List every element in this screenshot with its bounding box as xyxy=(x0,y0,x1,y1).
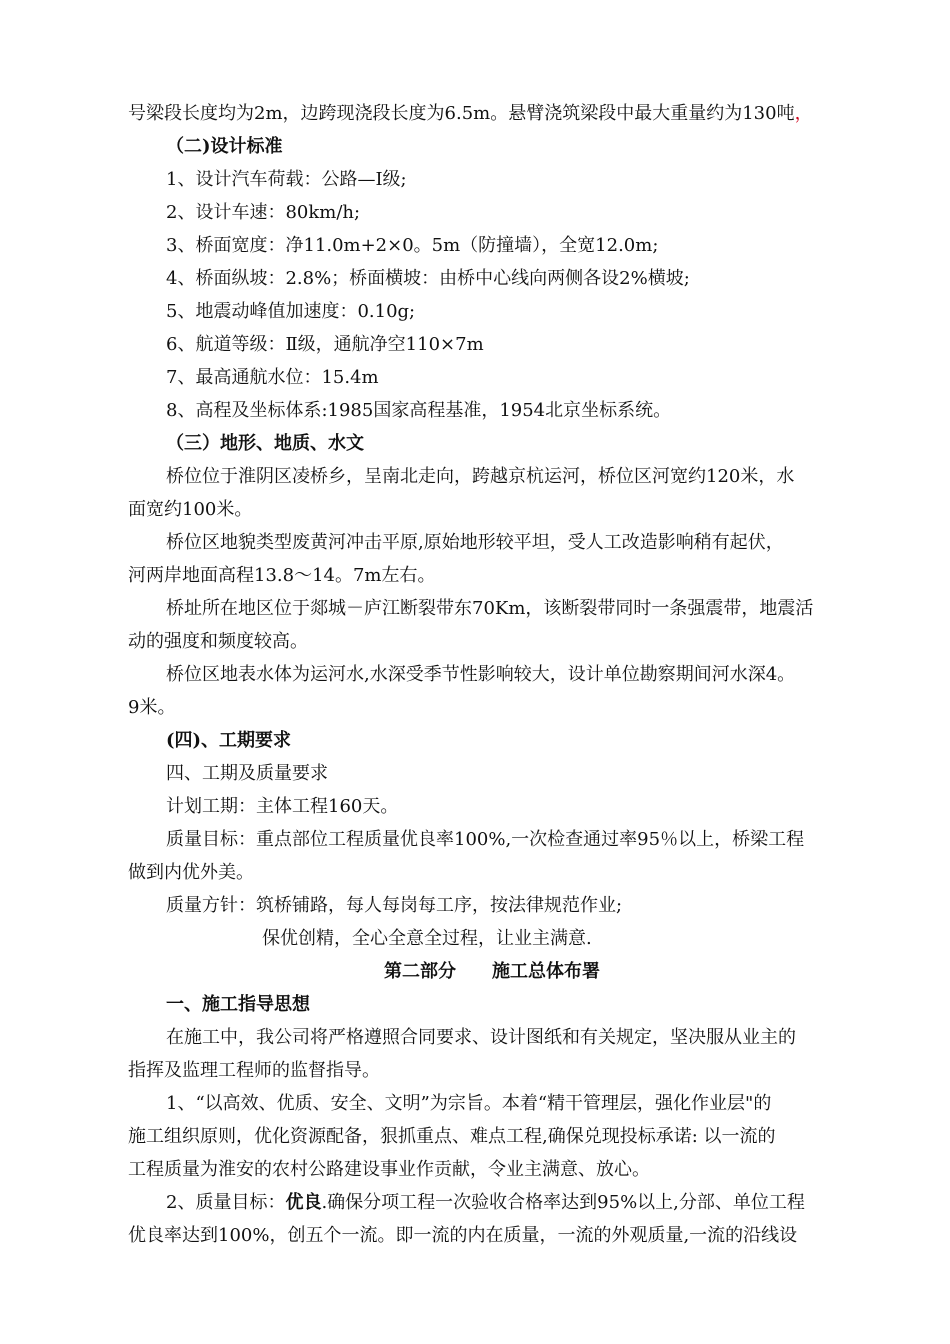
paragraph-line: 工程质量为淮安的农村公路建设事业作贡献，令业主满意、放心。 xyxy=(128,1159,650,1180)
list-item: 2、设计车速：80km/h; xyxy=(166,202,361,223)
paragraph-line: 桥位区地貌类型废黄河冲击平原,原始地形较平坦，受人工改造影响稍有起伏， xyxy=(166,532,784,553)
paragraph-line: 四、工期及质量要求 xyxy=(166,763,328,784)
section-heading: （二)设计标准 xyxy=(166,136,283,157)
paragraph-line: 河两岸地面高程13.8～14。7m左右。 xyxy=(128,565,436,586)
red-comma-mark: ， xyxy=(794,103,813,124)
paragraph-line: 施工组织原则，优化资源配备，狠抓重点、难点工程,确保兑现投标承诺: 以一流的 xyxy=(128,1126,776,1147)
paragraph-line: 保优创精，全心全意全过程，让业主满意. xyxy=(262,928,592,949)
paragraph-line: 桥位区地表水体为运河水,水深受季节性影响较大，设计单位勘察期间河水深4。 xyxy=(166,664,796,685)
list-item: 4、桥面纵坡：2.8%；桥面横坡：由桥中心线向两侧各设2%横坡; xyxy=(166,268,690,289)
paragraph-line: 质量目标：重点部位工程质量优良率100%,一次检查通过率95％以上，桥梁工程 xyxy=(166,829,805,850)
paragraph-line: 号梁段长度均为2m，边跨现浇段长度为6.5m。悬臂浇筑梁段中最大重量约为130吨， xyxy=(128,103,813,124)
list-item: 8、高程及坐标体系:1985国家高程基准，1954北京坐标系统。 xyxy=(166,400,672,421)
paragraph-line: 在施工中，我公司将严格遵照合同要求、设计图纸和有关规定，坚决服从业主的 xyxy=(166,1027,796,1048)
paragraph-line: 做到内优外美。 xyxy=(128,862,254,883)
paragraph-line: 质量方针：筑桥铺路，每人每岗每工序，按法律规范作业; xyxy=(166,895,623,916)
paragraph-line: 面宽约100米。 xyxy=(128,499,253,520)
paragraph-line: 桥位位于淮阴区凌桥乡，呈南北走向，跨越京杭运河，桥位区河宽约120米，水 xyxy=(166,466,795,487)
section-heading: (四)、工期要求 xyxy=(166,730,292,751)
paragraph-line: 优良率达到100%，创五个一流。即一流的内在质量，一流的外观质量,一流的沿线设 xyxy=(128,1225,798,1246)
part-title: 第二部分 施工总体布署 xyxy=(384,961,600,982)
paragraph-line: 9米。 xyxy=(128,697,176,718)
bold-keyword: 优良 xyxy=(285,1192,322,1213)
paragraph-line: 指挥及监理工程师的监督指导。 xyxy=(128,1060,380,1081)
list-item: 1、设计汽车荷载：公路—I级; xyxy=(166,169,407,190)
section-heading: 一、施工指导思想 xyxy=(166,994,310,1015)
paragraph-line: 1、“以高效、优质、安全、文明”为宗旨。本着“精干管理层，强化作业层"的 xyxy=(166,1093,772,1114)
list-item: 7、最高通航水位：15.4m xyxy=(166,367,379,388)
list-item: 6、航道等级：Ⅱ级，通航净空110×7m xyxy=(166,334,484,355)
paragraph-line: 计划工期：主体工程160天。 xyxy=(166,796,399,817)
paragraph-line: 2、质量目标：优良.确保分项工程一次验收合格率达到95%以上,分部、单位工程 xyxy=(166,1192,805,1213)
paragraph-line: 动的强度和频度较高。 xyxy=(128,631,308,652)
list-item: 3、桥面宽度：净11.0m+2×0。5m（防撞墙），全宽12.0m; xyxy=(166,235,659,256)
list-item: 5、地震动峰值加速度：0.10g; xyxy=(166,301,416,322)
paragraph-line: 桥址所在地区位于郯城－庐江断裂带东70Km，该断裂带同时一条强震带，地震活 xyxy=(166,598,814,619)
section-heading: （三）地形、地质、水文 xyxy=(166,433,364,454)
